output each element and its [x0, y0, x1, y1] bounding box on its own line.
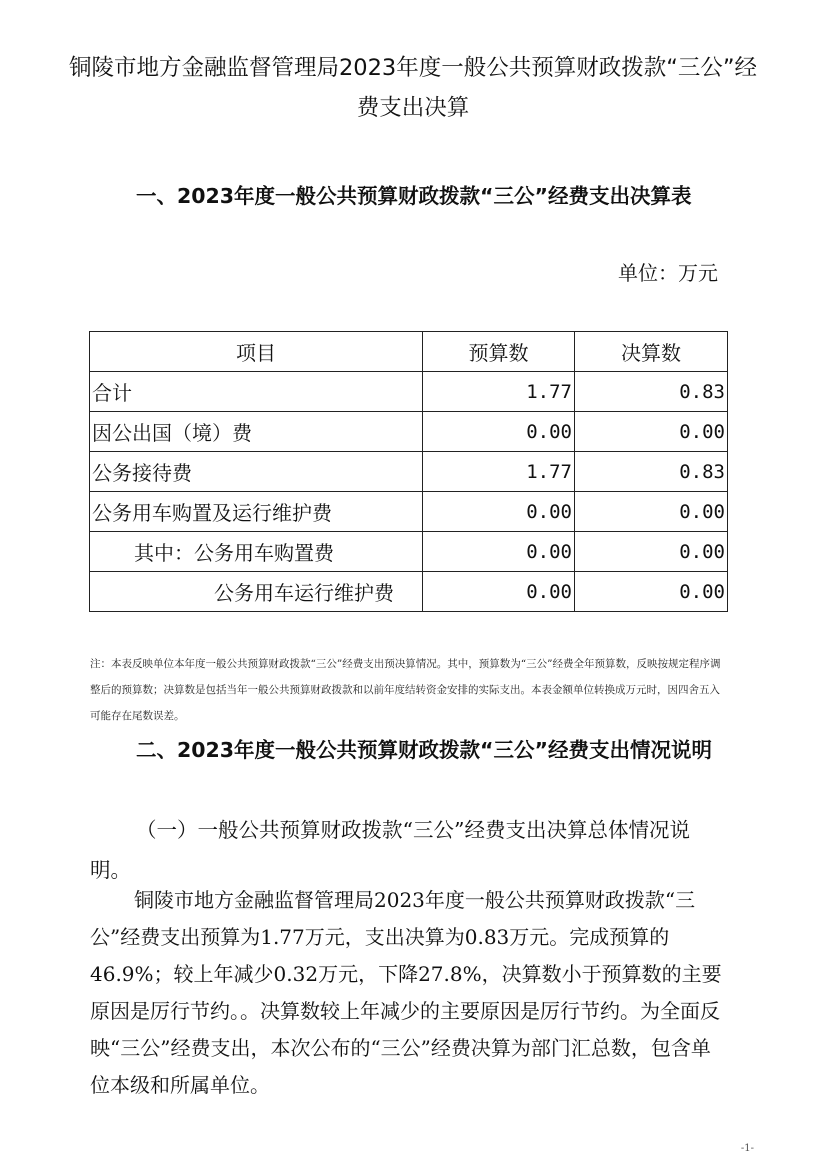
- row-budget: 0.00: [423, 572, 575, 612]
- row-item: 公务用车运行维护费: [90, 572, 423, 612]
- table-header-row: [90, 332, 728, 372]
- table-row: [90, 412, 728, 452]
- header-item: 项目: [90, 332, 423, 372]
- row-budget: 0.00: [423, 532, 575, 572]
- page-number: -1-: [740, 1143, 754, 1154]
- header-final: 决算数: [575, 332, 728, 372]
- row-budget: 1.77: [423, 452, 575, 492]
- row-budget: 1.77: [423, 372, 575, 412]
- body-paragraph: 铜陵市地方金融监督管理局2023年度一般公共预算财政拨款“三公”经费支出预算为1.77万元，支出决算为0.83万元。完成预算的46.9%；较上年减少0.32万元，下降27.8%，决算数小于预算数的主要原因是厉行节约。。决算数较上年减少的主要原因是厉行节约。为全面反映“三公”经费支出，本次公布的“三公”经费决算为部门汇总数，包含单位本级和所属单位。: [90, 888, 722, 1097]
- table-note: 注：本表反映单位本年度一般公共预算财政拨款“三公”经费支出预决算情况。其中，预算数为“三公”经费全年预算数，反映按规定程序调整后的预算数；决算数是包括当年一般公共预算财政拨款和以前年度结转资金安排的实际支出。本表金额单位转换成万元时，因四舍五入可能存在尾数误差。: [90, 658, 721, 722]
- unit-label: 单位：万元: [618, 261, 718, 285]
- row-budget: 0.00: [423, 492, 575, 532]
- row-final: 0.00: [575, 572, 728, 612]
- row-item: 因公出国（境）费: [90, 412, 423, 452]
- header-budget: 预算数: [423, 332, 575, 372]
- row-item: 合计: [90, 372, 423, 412]
- row-final: 0.83: [575, 452, 728, 492]
- row-final: 0.83: [575, 372, 728, 412]
- table-row: [90, 372, 728, 412]
- row-final: 0.00: [575, 492, 728, 532]
- row-final: 0.00: [575, 532, 728, 572]
- table-row: [90, 452, 728, 492]
- row-budget: 0.00: [423, 412, 575, 452]
- table-row: [90, 492, 728, 532]
- row-item: 公务接待费: [90, 452, 423, 492]
- table-row: [90, 572, 728, 612]
- row-item: 公务用车购置及运行维护费: [90, 492, 423, 532]
- table-row: [90, 532, 728, 572]
- row-final: 0.00: [575, 412, 728, 452]
- section2-heading: 二、2023年度一般公共预算财政拨款“三公”经费支出情况说明: [136, 738, 713, 762]
- section1-heading: 一、2023年度一般公共预算财政拨款“三公”经费支出决算表: [136, 184, 692, 208]
- document-title: 铜陵市地方金融监督管理局2023年度一般公共预算财政拨款“三公”经费支出决算: [68, 55, 758, 121]
- row-item: 其中：公务用车购置费: [90, 532, 423, 572]
- subsection1-heading: （一）一般公共预算财政拨款“三公”经费支出决算总体情况说明。: [90, 818, 690, 882]
- expense-table: [89, 331, 728, 612]
